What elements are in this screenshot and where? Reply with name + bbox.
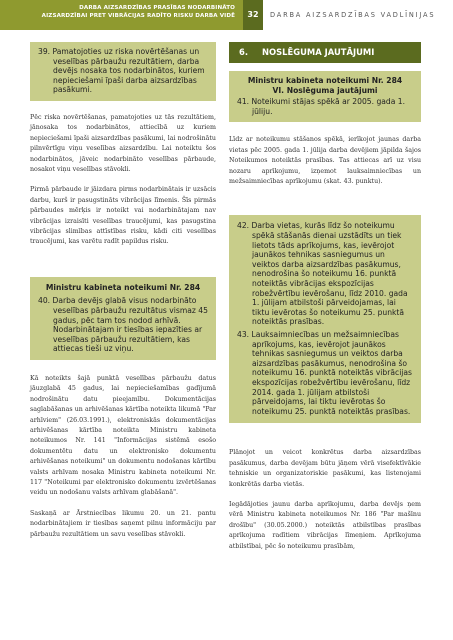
section-title: NOSLĒGUMA JAUTĀJUMI xyxy=(262,47,375,57)
regulation-item-42: 42. Darba vietas, kurās līdz šo noteikumu spēkā stāšanās dienai uzstādīts un tiek lietots tāds aprīkojums, kas, ievērojot jaunākos tehnikas sasniegumus un veiktos darba aizsardzības pasākumus, nenodrošina šo noteikumu 16. punktā noteiktās vibrācijas ekspozīcijas robežvērtību ievērošanu, līdz 2010. gada 1. jūlijam atbilstoši pārveidojamas, lai tiktu ievērotas šo noteikumu 25. punktā noteiktās prasības. xyxy=(237,221,408,327)
left-column xyxy=(30,42,216,540)
header-line-1: DARBA AIZSARDZĪBAS PRASĪBAS NODARBINĀTO xyxy=(79,5,235,11)
regulation-item-43: 43. Lauksaimniecības un mežsaimniecības aprīkojums, kas, ievērojot jaunākos tehnikas sasniegumus un veiktos darba aizsardzības pasākumus, nenodrošina šo noteikumu 16. punktā noteiktās vibrācijas ekspozīcijas robežvērtību ievērošanu, līdz 2014. gada 1. jūlijam atbilstoši pārveidojams, lai tiktu ievērotas šo noteikumu 25. punktā noteiktās prasības. xyxy=(237,329,413,416)
right-column xyxy=(229,42,421,552)
regulation-box-subtitle: VI. Noslēguma jautājumi xyxy=(272,85,378,95)
regulation-box-41 xyxy=(229,71,421,122)
paragraph: Līdz ar noteikumu stāšanos spēkā, ierīkojot jaunas darba vietas pēc 2005. gada 1. jūlija darba devējiem jāpilda šajos Noteikumos noteiktās prasības. Tas attiecas arī uz visu nozaru aprīkojumu, izņemot lauksaimniecības un mežsaimniecības aprīkojumu (skat. 43. punktu). xyxy=(229,136,421,185)
series-title: DARBA AIZSARDZĪBAS VADLĪNIJAS xyxy=(270,11,436,19)
header-title-band xyxy=(0,0,243,30)
regulation-box-title: Ministru kabineta noteikumi Nr. 284 xyxy=(247,76,403,85)
regulation-item-39: 39. Pamatojoties uz riska novērtēšanas un veselības pārbaužu rezultātiem, darba devējs nosaka tos nodarbinātos, kuriem nepieciešami īpaši darba aizsardzības pasākumi. xyxy=(38,47,205,95)
paragraph: Iegādājoties jaunu darba aprīkojumu, darba devējs ņem vērā Ministru kabineta noteikumos Nr. 186 "Par mašīnu drošību" (30.05.2000.) noteiktās atbilstības prasības aprīkojuma radītiem vibrācijas līmeņiem. Aprīkojuma atbilstībai, pēc šo noteikumu prasībām, xyxy=(229,500,421,550)
regulation-box-42-43 xyxy=(229,215,421,423)
page-number: 32 xyxy=(243,0,263,30)
section-number: 6. xyxy=(239,47,249,57)
paragraph: Plānojot un veicot konkrētus darba aizsardzības pasākumus, darba devējam būtu jāņem vērā visefektīvākie tehniskie un organizatoriskie pasākumi, kas listenojami konkrētās darba vietās. xyxy=(229,449,421,488)
regulation-box-39 xyxy=(30,42,216,101)
regulation-box-40 xyxy=(30,277,216,360)
paragraph: Pēc riska novērtēšanas, pamatojoties uz tās rezultātiem, jānosaka tos nodarbinātos, attiecībā uz kuriem nepieciešami īpaši aizsardzības pasākumi, lai nodrošinātu pilnvērtīgu viņu veselības aizsardzību. Lai noteiktu šos nodarbinātos, jāveic nodarbināto veselības pārbaude, nosakot viņu veselības stāvokli. xyxy=(30,113,216,173)
header-line-2: AIZSARDZĪBAI PRET VIBRĀCIJAS RADĪTO RISKU DARBA VIDĒ xyxy=(41,12,235,19)
paragraph: Kā noteikts šajā punktā veselības pārbaužu datus jāuzglabā 45 gadus, lai nepieciešamības gadījumā nodrošinātu datu pieejamību. Dokumentācijas saglabāšanas un arhivēšanas kārtība noteikta likumā "Par arhīviem" (26.03.1991.), elektroniskās dokumentācijas arhivēšanas kārtība noteikta Ministru kabineta noteikumos Nr. 141 "Informācijas sistēmā esošo dokumentētu datu un elektronisko dokumentu arhivēšanas noteikumi" un dokumentu nodošanas kārtību valsts arhīvam nosaka Ministru kabineta noteikumi Nr. 117 "Noteikumi par elektronisko dokumentu izvērtēšanas veidu un nodošanu valsts arhīvam glabāšanā". xyxy=(30,375,216,497)
section-heading xyxy=(229,42,421,63)
regulation-box-title: Ministru kabineta noteikumi Nr. 284 xyxy=(45,282,201,292)
paragraph: Saskaņā ar Ārstniecības likumu 20. un 21. pantu nodarbinātajiem ir tiesības saņemt pilnu informāciju par pārbaužu rezultātiem un savu veselības stāvokli. xyxy=(30,509,216,538)
page-header xyxy=(0,0,453,30)
paragraph: Pirmā pārbaude ir jāizdara pirms nodarbinātais ir uzsācis darbu, kurš ir pasugstināts vibrācijas līmenis. Šīs pirmās pārbaudes mērķis ir noteikt vai nodarbinātajam nav vibrācijas izraisīti veselības traucējumi, kas pasugstina vibrācijas slimības attīstības risku, kādi citi veselības traucējumi, kas varētu radīt papildus risku. xyxy=(30,186,216,246)
regulation-item-40: 40. Darba devējs glabā visus nodarbināto veselības pārbaužu rezultātus vismaz 45 gadus, pēc tam tos nodod arhīvā. Nodarbinātajam ir tiesības iepazīties ar veselības pārbaužu rezultātiem, kas attiecas tieši uz viņu. xyxy=(38,296,208,354)
regulation-item-41: 41. Noteikumi stājas spēkā ar 2005. gada 1. jūliju. xyxy=(237,97,406,116)
